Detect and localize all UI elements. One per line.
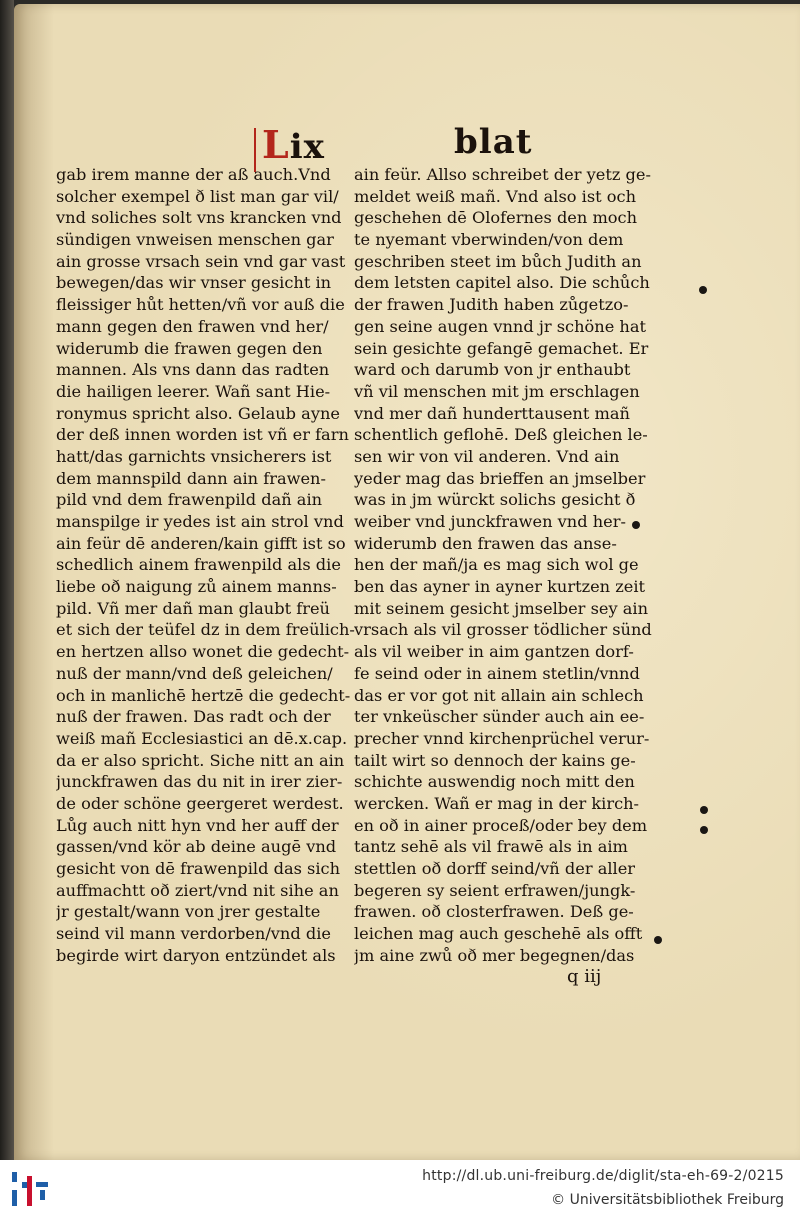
text-line: nuß der frawen. Das radt och der (56, 707, 331, 727)
text-line: dem letsten capitel also. Die schůch (354, 273, 650, 293)
text-line: fleissiger hůt hetten/vñ vor auß die (56, 295, 345, 315)
text-line: ben das ayner in ayner kurtzen zeit (354, 577, 646, 597)
text-line: mit seinem gesicht jmselber sey ain (354, 598, 648, 618)
text-line: das er vor got nit allain ain schlech (354, 685, 644, 705)
text-line: gen seine augen vnnd jr schöne hat (354, 316, 646, 336)
text-line: Lůg auch nitt hyn vnd her auff der (56, 815, 339, 835)
text-line: jm aine zwů oð mer begegnen/das (354, 945, 635, 965)
text-line: vnd soliches solt vns krancken vnd (56, 208, 342, 228)
text-line: geschriben steet im bůch Judith an (354, 251, 642, 271)
text-line: mann gegen den frawen vnd her/ (56, 316, 329, 336)
text-line: et sich der teüfel dz in dem freülich- (56, 620, 355, 640)
text-line: sen wir von vil anderen. Vnd ain (354, 446, 620, 466)
text-line: was in jm würckt solichs gesicht ð (354, 490, 636, 510)
text-line: schedlich ainem frawenpild als die (56, 555, 341, 575)
text-line: der deß innen worden ist vñ er farn (56, 425, 349, 445)
text-line: auffmachtt oð ziert/vnd nit sihe an (56, 880, 339, 900)
text-line: widerumb die frawen gegen den (56, 338, 323, 358)
text-line: begeren sy seient erfrawen/jungk- (354, 880, 636, 900)
text-line: leichen mag auch geschehē als offt (354, 924, 643, 944)
text-line: frawen. oð closterfrawen. Deß ge- (354, 902, 634, 922)
binding-hole (700, 806, 708, 814)
permalink[interactable]: http://dl.ub.uni-freiburg.de/diglit/sta-eh-69-2/0215 (422, 1168, 784, 1184)
text-line: fe seind oder in ainem stetlin/vnnd (354, 663, 640, 683)
text-line: ain feür. Allso schreibet der yetz ge- (354, 165, 651, 184)
text-line: ain grosse vrsach sein vnd gar vast (56, 251, 346, 271)
text-line: nuß der mann/vnd deß geleichen/ (56, 663, 333, 683)
text-line: als vil weiber in aim gantzen dorf- (354, 642, 634, 662)
text-line: hatt/das garnichts vnsicherers ist (56, 446, 332, 466)
text-line: precher vnnd kirchenprüchel verur- (354, 728, 650, 748)
text-line: te nyemant vberwinden/von dem (354, 230, 624, 250)
text-line: och in manlichē hertzē die gedecht- (56, 685, 351, 705)
folio-initial: L (262, 122, 290, 167)
binding-hole (700, 826, 708, 834)
text-line: da er also spricht. Siche nitt an ain (56, 750, 345, 770)
text-line: schichte auswendig noch mitt den (354, 772, 635, 792)
text-line: manspilge ir yedes ist ain strol vnd (56, 512, 344, 531)
copyright-notice: © Universitätsbibliothek Freiburg (551, 1192, 784, 1208)
right-text-column (354, 164, 654, 966)
folio-number (262, 122, 325, 167)
text-line: stettlen oð dorff seind/vñ der aller (354, 859, 636, 878)
text-line: ronymus spricht also. Gelaub ayne (56, 403, 340, 423)
text-line: wercken. Wañ er mag in der kirch- (354, 793, 640, 813)
text-line: vnd mer dañ hunderttausent mañ (354, 403, 630, 423)
text-line: yeder mag das brieffen an jmselber (354, 468, 646, 488)
book-page (14, 4, 800, 1160)
text-line: en hertzen allso wonet die gedecht- (56, 642, 350, 662)
text-line: junckfrawen das du nit in irer zier- (56, 772, 343, 792)
text-line: vrsach als vil grosser tödlicher sünd (354, 620, 652, 640)
text-line: mannen. Als vns dann das radten (56, 360, 330, 380)
text-line: sündigen vnweisen menschen gar (56, 230, 334, 250)
text-line: widerumb den frawen das anse- (354, 533, 617, 553)
text-line: ain feür dē anderen/kain gifft ist so (56, 533, 346, 553)
text-line: solcher exempel ð list man gar vil/ (56, 186, 339, 206)
text-line: dem mannspild dann ain frawen- (56, 468, 326, 488)
folio-rest: ix (289, 127, 325, 167)
text-line: en oð in ainer proceß/oder bey dem (354, 815, 648, 835)
text-line: gassen/vnd kör ab deine augē vnd (56, 837, 337, 857)
text-line: seind vil mann verdorben/vnd die (56, 924, 331, 944)
text-line: vñ vil menschen mit jm erschlagen (354, 381, 640, 401)
text-line: geschehen dē Olofernes den moch (354, 208, 638, 228)
text-line: ter vnkeüscher sünder auch ain ee- (354, 707, 645, 727)
text-line: die hailigen leerer. Wañ sant Hie- (56, 381, 331, 401)
text-line: bewegen/das wir vnser gesicht in (56, 273, 332, 293)
binding-hole (654, 936, 662, 944)
text-line: der frawen Judith haben zůgetzo- (354, 295, 629, 315)
text-line: sein gesichte gefangē gemachet. Er (354, 338, 649, 358)
text-line: de oder schöne geergeret werdest. (56, 793, 344, 813)
left-text-column (56, 164, 356, 966)
text-line: pild vnd dem frawenpild dañ ain (56, 490, 323, 510)
text-line: tantz sehē als vil frawē als in aim (354, 837, 628, 857)
text-line: tailt wirt so dennoch der kains ge- (354, 750, 636, 770)
library-logo-icon (8, 1166, 52, 1212)
text-line: begirde wirt daryon entzündet als (56, 945, 336, 965)
binding-hole (632, 521, 640, 529)
text-line: gesicht von dē frawenpild das sich (56, 859, 341, 878)
signature-mark: q iij (567, 966, 602, 987)
viewer-footer (0, 1160, 800, 1218)
binding-hole (699, 286, 707, 294)
text-line: ward och darumb von jr enthaubt (354, 360, 631, 380)
text-line: weiber vnd junckfrawen vnd her- (354, 512, 626, 531)
text-line: meldet weiß mañ. Vnd also ist och (354, 186, 637, 206)
text-line: schentlich geflohē. Deß gleichen le- (354, 425, 648, 445)
text-line: jr gestalt/wann von jrer gestalte (56, 902, 321, 922)
text-line: pild. Vñ mer dañ man glaubt freü (56, 598, 330, 618)
text-line: weiß mañ Ecclesiastici an dē.x.cap. (56, 728, 348, 748)
text-line: gab irem manne der aß auch.Vnd (56, 165, 331, 184)
binding-gutter (0, 0, 14, 1160)
folio-label: blat (454, 122, 533, 162)
text-line: hen der mañ/ja es mag sich wol ge (354, 555, 639, 575)
text-line: liebe oð naigung zů ainem manns- (56, 577, 337, 597)
